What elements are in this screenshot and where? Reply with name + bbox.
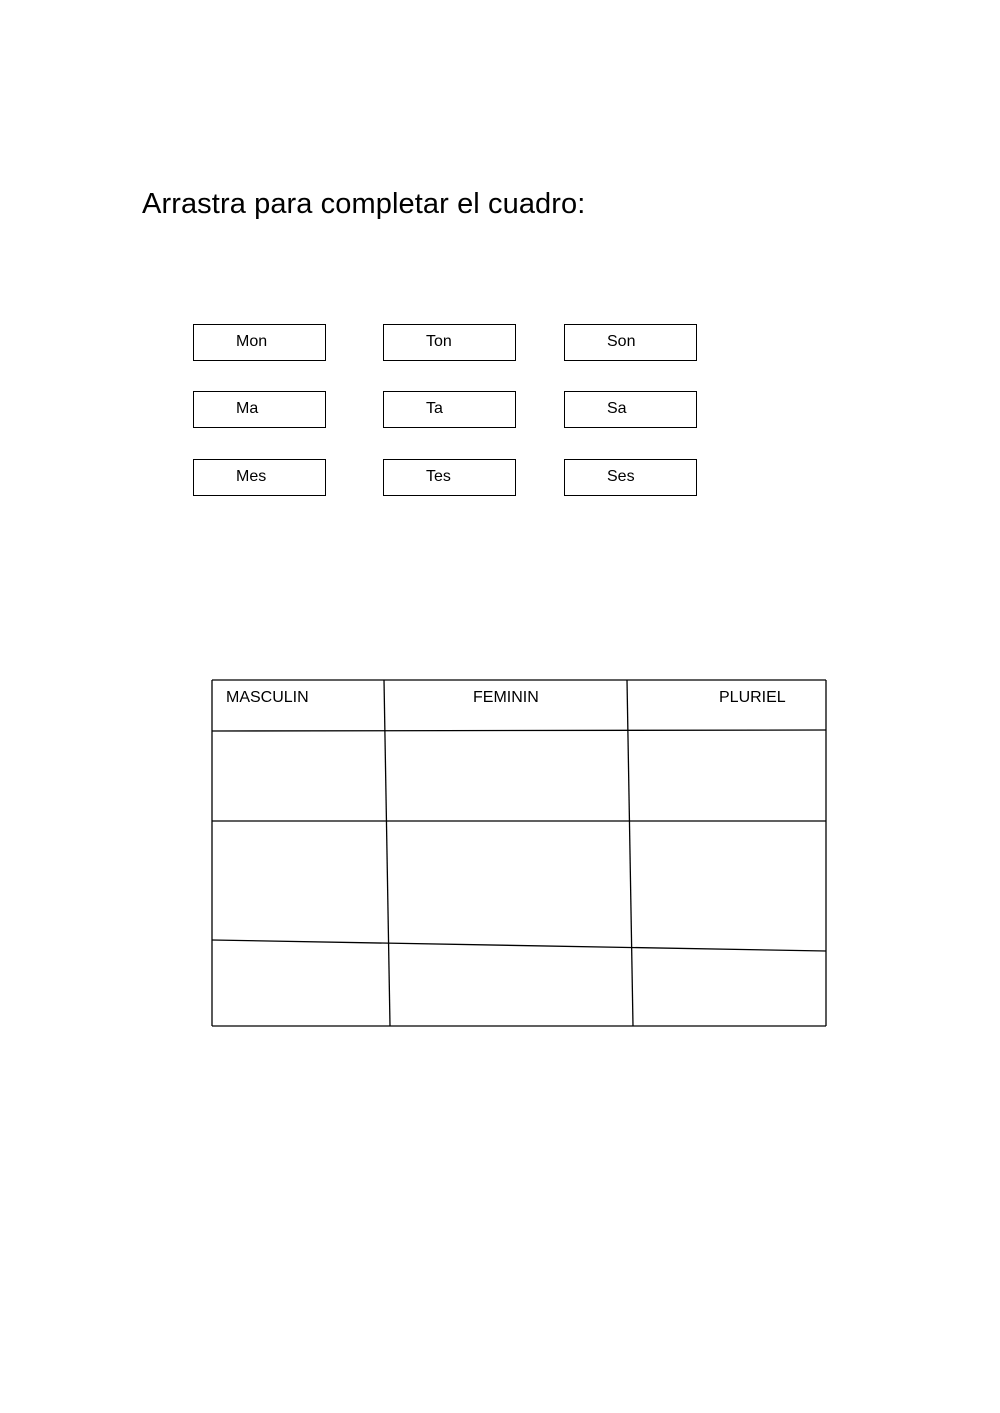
word-tile-label: Tes [426,468,451,485]
header-feminin: FEMININ [473,689,539,706]
drop-cell-feminin-3[interactable] [392,947,630,1024]
drop-cell-pluriel-1[interactable] [631,733,824,819]
drop-cell-masculin-3[interactable] [214,944,388,1024]
word-tile-mes[interactable] [193,459,326,496]
word-tile-ses[interactable] [564,459,697,496]
word-tile-label: Ta [426,400,443,417]
word-tile-son[interactable] [564,324,697,361]
header-masculin: MASCULIN [226,689,309,706]
table-rule-header [212,730,826,731]
drop-cell-masculin-1[interactable] [214,733,384,819]
word-tile-mon[interactable] [193,324,326,361]
word-tile-ta[interactable] [383,391,516,428]
word-tile-tes[interactable] [383,459,516,496]
word-tile-label: Ton [426,333,452,350]
word-tile-ma[interactable] [193,391,326,428]
word-tile-ton[interactable] [383,324,516,361]
word-tile-label: Mon [236,333,268,350]
word-tile-label: Ses [607,468,635,485]
drop-cell-pluriel-3[interactable] [635,953,824,1024]
drop-cell-feminin-1[interactable] [388,733,626,819]
drop-cell-feminin-2[interactable] [390,823,628,941]
drop-cell-masculin-2[interactable] [214,823,386,938]
word-tile-label: Ma [236,400,259,417]
word-tile-label: Sa [607,400,627,417]
drop-cell-pluriel-2[interactable] [633,823,824,945]
instruction-title: Arrastra para completar el cuadro: [142,188,586,220]
word-tile-label: Son [607,333,636,350]
word-tile-label: Mes [236,468,267,485]
word-tile-sa[interactable] [564,391,697,428]
header-pluriel: PLURIEL [719,689,786,706]
